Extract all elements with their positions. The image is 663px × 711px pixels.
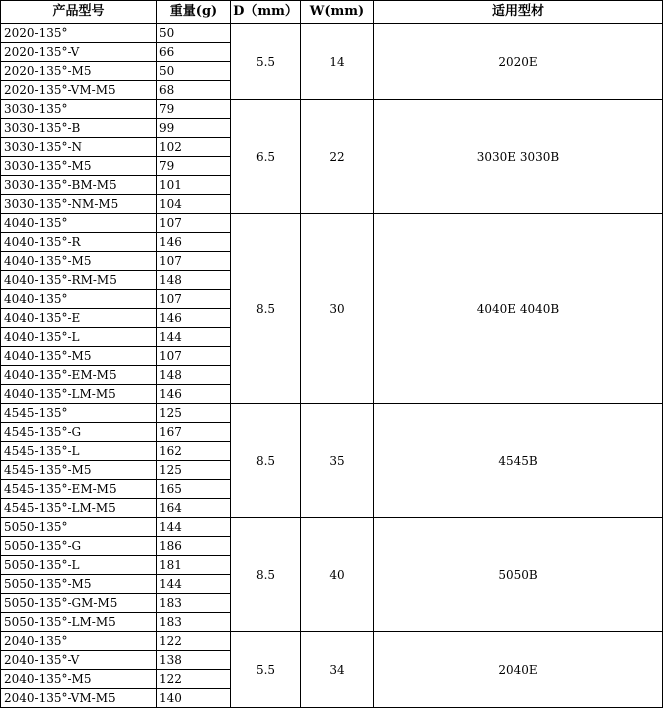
model-cell: 2040-135° <box>1 632 157 651</box>
model-cell: 5050-135°-L <box>1 556 157 575</box>
table-body <box>1 24 663 708</box>
header-w: W(mm) <box>301 1 374 24</box>
profile-cell: 4040E 4040B <box>374 214 663 404</box>
table-row <box>1 404 663 423</box>
weight-cell: 138 <box>157 651 231 670</box>
d-cell: 5.5 <box>231 632 301 708</box>
w-cell: 40 <box>301 518 374 632</box>
weight-cell: 140 <box>157 689 231 708</box>
weight-cell: 148 <box>157 366 231 385</box>
model-cell: 2040-135°-VM-M5 <box>1 689 157 708</box>
weight-cell: 50 <box>157 62 231 81</box>
profile-cell: 4545B <box>374 404 663 518</box>
weight-cell: 146 <box>157 309 231 328</box>
w-cell: 14 <box>301 24 374 100</box>
weight-cell: 165 <box>157 480 231 499</box>
model-cell: 4545-135°-M5 <box>1 461 157 480</box>
model-cell: 3030-135°-NM-M5 <box>1 195 157 214</box>
weight-cell: 125 <box>157 404 231 423</box>
model-cell: 4040-135°-M5 <box>1 252 157 271</box>
weight-cell: 164 <box>157 499 231 518</box>
w-cell: 22 <box>301 100 374 214</box>
model-cell: 3030-135°-M5 <box>1 157 157 176</box>
model-cell: 4040-135°-LM-M5 <box>1 385 157 404</box>
d-cell: 5.5 <box>231 24 301 100</box>
model-cell: 4545-135°-L <box>1 442 157 461</box>
d-cell: 8.5 <box>231 518 301 632</box>
model-cell: 4545-135°-G <box>1 423 157 442</box>
weight-cell: 167 <box>157 423 231 442</box>
header-profile: 适用型材 <box>374 1 663 24</box>
weight-cell: 125 <box>157 461 231 480</box>
model-cell: 5050-135° <box>1 518 157 537</box>
weight-cell: 181 <box>157 556 231 575</box>
weight-cell: 79 <box>157 157 231 176</box>
w-cell: 35 <box>301 404 374 518</box>
header-weight: 重量(g) <box>157 1 231 24</box>
model-cell: 5050-135°-GM-M5 <box>1 594 157 613</box>
model-cell: 3030-135°-BM-M5 <box>1 176 157 195</box>
d-cell: 6.5 <box>231 100 301 214</box>
model-cell: 4545-135° <box>1 404 157 423</box>
weight-cell: 66 <box>157 43 231 62</box>
weight-cell: 50 <box>157 24 231 43</box>
profile-cell: 5050B <box>374 518 663 632</box>
weight-cell: 101 <box>157 176 231 195</box>
model-cell: 4040-135°-EM-M5 <box>1 366 157 385</box>
weight-cell: 146 <box>157 233 231 252</box>
weight-cell: 104 <box>157 195 231 214</box>
weight-cell: 107 <box>157 347 231 366</box>
weight-cell: 183 <box>157 613 231 632</box>
profile-cell: 3030E 3030B <box>374 100 663 214</box>
weight-cell: 144 <box>157 328 231 347</box>
d-cell: 8.5 <box>231 214 301 404</box>
profile-cell: 2040E <box>374 632 663 708</box>
weight-cell: 144 <box>157 518 231 537</box>
table-row <box>1 518 663 537</box>
model-cell: 4545-135°-EM-M5 <box>1 480 157 499</box>
weight-cell: 79 <box>157 100 231 119</box>
header-model: 产品型号 <box>1 1 157 24</box>
weight-cell: 146 <box>157 385 231 404</box>
model-cell: 4040-135°-R <box>1 233 157 252</box>
weight-cell: 144 <box>157 575 231 594</box>
weight-cell: 107 <box>157 214 231 233</box>
weight-cell: 148 <box>157 271 231 290</box>
table-row <box>1 214 663 233</box>
model-cell: 2020-135°-V <box>1 43 157 62</box>
model-cell: 4040-135° <box>1 214 157 233</box>
weight-cell: 162 <box>157 442 231 461</box>
weight-cell: 107 <box>157 252 231 271</box>
weight-cell: 99 <box>157 119 231 138</box>
w-cell: 30 <box>301 214 374 404</box>
model-cell: 4040-135°-E <box>1 309 157 328</box>
header-d: D（mm） <box>231 1 301 24</box>
w-cell: 34 <box>301 632 374 708</box>
model-cell: 4040-135°-M5 <box>1 347 157 366</box>
model-cell: 5050-135°-M5 <box>1 575 157 594</box>
profile-cell: 2020E <box>374 24 663 100</box>
d-cell: 8.5 <box>231 404 301 518</box>
weight-cell: 183 <box>157 594 231 613</box>
weight-cell: 122 <box>157 632 231 651</box>
table-row <box>1 24 663 43</box>
model-cell: 5050-135°-G <box>1 537 157 556</box>
model-cell: 2040-135°-V <box>1 651 157 670</box>
model-cell: 3030-135°-B <box>1 119 157 138</box>
model-cell: 3030-135°-N <box>1 138 157 157</box>
model-cell: 2040-135°-M5 <box>1 670 157 689</box>
model-cell: 5050-135°-LM-M5 <box>1 613 157 632</box>
header-row <box>1 1 663 24</box>
model-cell: 4040-135°-RM-M5 <box>1 271 157 290</box>
weight-cell: 68 <box>157 81 231 100</box>
weight-cell: 122 <box>157 670 231 689</box>
model-cell: 3030-135° <box>1 100 157 119</box>
model-cell: 2020-135°-VM-M5 <box>1 81 157 100</box>
model-cell: 2020-135°-M5 <box>1 62 157 81</box>
model-cell: 2020-135° <box>1 24 157 43</box>
model-cell: 4040-135° <box>1 290 157 309</box>
model-cell: 4545-135°-LM-M5 <box>1 499 157 518</box>
model-cell: 4040-135°-L <box>1 328 157 347</box>
table-row <box>1 632 663 651</box>
weight-cell: 186 <box>157 537 231 556</box>
weight-cell: 107 <box>157 290 231 309</box>
weight-cell: 102 <box>157 138 231 157</box>
table-row <box>1 100 663 119</box>
